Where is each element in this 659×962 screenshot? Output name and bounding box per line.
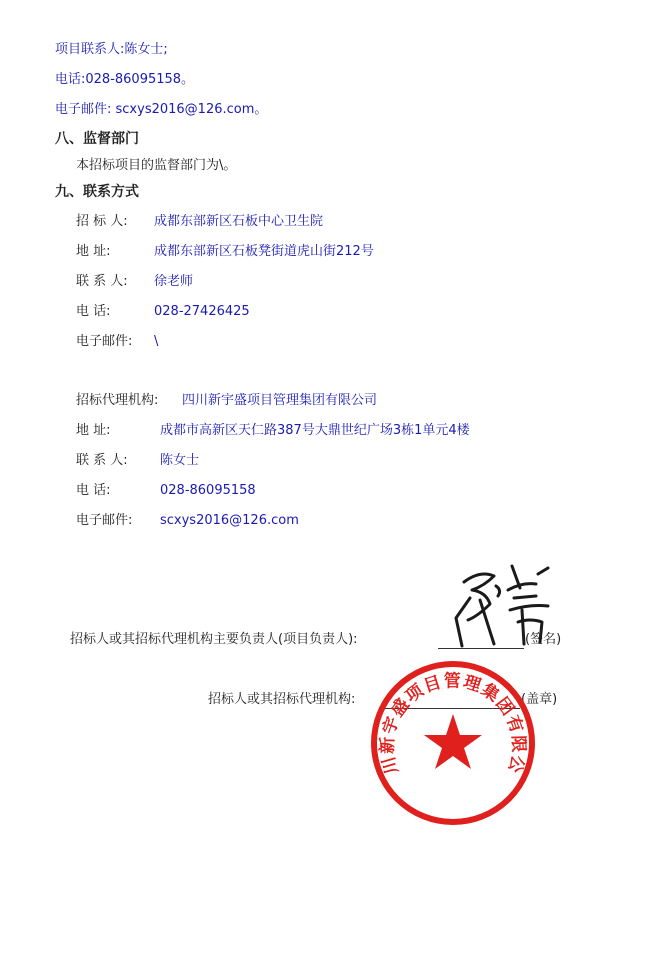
section-8-heading: 八、监督部门 — [55, 131, 139, 147]
tenderer-contact-row — [76, 274, 193, 290]
agency-email-row — [76, 513, 299, 529]
contact-person: 项目联系人:陈女士; — [55, 42, 168, 57]
company-stamp — [358, 643, 538, 828]
agency-phone-label: 电 话: — [76, 483, 111, 498]
tenderer-email: \ — [154, 334, 159, 349]
agency-address: 成都市高新区天仁路387号大鼎世纪广场3栋1单元4楼 — [160, 423, 470, 438]
agency-contact-row — [76, 453, 199, 469]
contact-email: 电子邮件: scxys2016@126.com。 — [55, 102, 268, 117]
tenderer-name: 成都东部新区石板中心卫生院 — [154, 214, 324, 229]
agency-address-label: 地 址: — [76, 423, 111, 438]
agency-email-label: 电子邮件: — [76, 513, 133, 528]
agency-address-row — [76, 423, 470, 439]
signature-label: 招标人或其招标代理机构主要负责人(项目负责人): — [70, 632, 358, 647]
seal-label: 招标人或其招标代理机构: — [208, 692, 356, 707]
agency-contact: 陈女士 — [160, 453, 200, 468]
tenderer-name-label: 招 标 人: — [76, 214, 128, 229]
agency-name: 四川新宇盛项目管理集团有限公司 — [182, 393, 378, 408]
seal-suffix: (盖章) — [521, 692, 558, 707]
section-9-heading: 九、联系方式 — [55, 184, 139, 200]
tenderer-address-row — [76, 244, 374, 260]
agency-row — [76, 393, 377, 409]
agency-email: scxys2016@126.com — [160, 513, 299, 528]
section-8-text: 本招标项目的监督部门为\。 — [76, 158, 237, 173]
tenderer-address: 成都东部新区石板凳街道虎山街212号 — [154, 244, 374, 259]
signature-suffix: (签名) — [525, 632, 562, 647]
handwritten-signature — [450, 560, 560, 650]
agency-name-label: 招标代理机构: — [76, 393, 159, 408]
tenderer-address-label: 地 址: — [76, 244, 111, 259]
tenderer-contact: 徐老师 — [154, 274, 194, 289]
agency-contact-label: 联 系 人: — [76, 453, 128, 468]
tenderer-email-label: 电子邮件: — [76, 334, 133, 349]
tenderer-phone-label: 电 话: — [76, 304, 111, 319]
agency-phone-row — [76, 483, 256, 499]
tenderer-contact-label: 联 系 人: — [76, 274, 128, 289]
tenderer-phone-row — [76, 304, 250, 320]
tenderer-email-row — [76, 334, 158, 350]
tenderer-phone: 028-27426425 — [154, 304, 250, 319]
agency-phone: 028-86095158 — [160, 483, 256, 498]
star-icon — [424, 714, 482, 769]
contact-phone: 电话:028-86095158。 — [55, 72, 195, 87]
tenderer-row — [76, 214, 323, 230]
stamp-arc-text: 四川新宇盛项目管理集团有限公司 — [358, 643, 529, 777]
